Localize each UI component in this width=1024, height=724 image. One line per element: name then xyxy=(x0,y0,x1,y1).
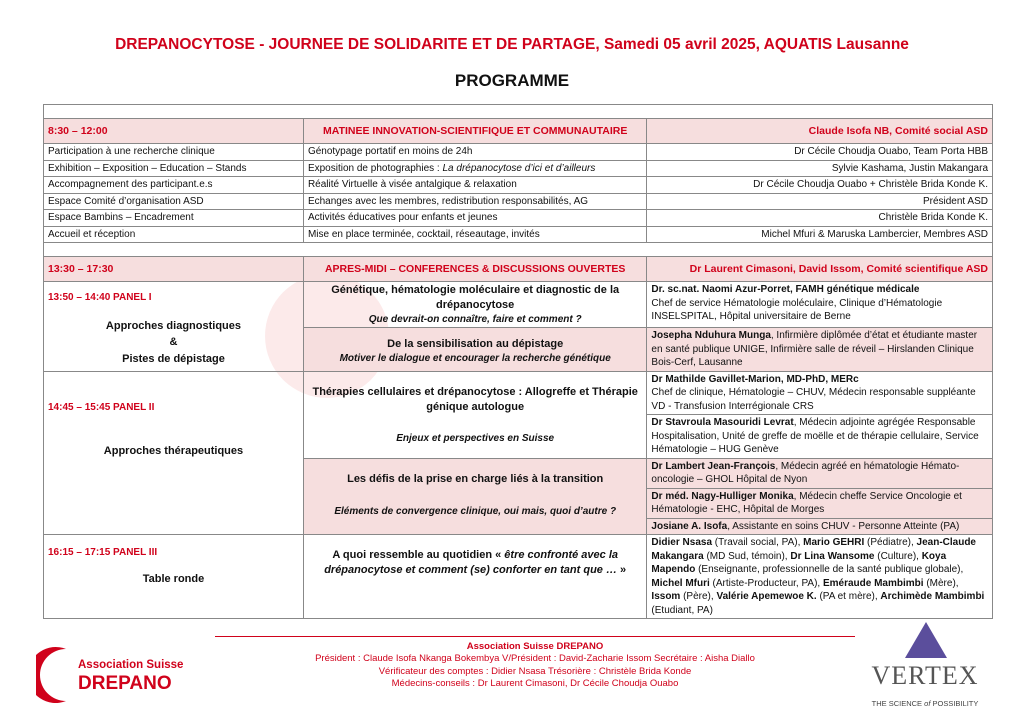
activity-cell: Exhibition – Exposition – Education – Stands xyxy=(44,160,304,177)
morning-row xyxy=(44,210,993,227)
programme-table xyxy=(43,104,993,619)
description-cell: Réalité Virtuelle à visée antalgique & relaxation xyxy=(303,177,646,194)
panel1-label: 13:50 – 14:40 PANEL I Approches diagnostiques & Pistes de dépistage xyxy=(44,282,304,372)
speaker-cell: Didier Nsasa (Travail social, PA), Mario GEHRI (Pédiatre), Jean-Claude Makangara (MD Sud, témoin), Dr Lina Wansome (Culture), Koya Mapendo (Enseignante, professionnelle de la santé publique globale), Michel Mfuri (Artiste-Producteur, PA), Eméraude Mambimbi (Mère), Issom (Père), Valérie Apemewoe K. (PA et mère), Archimède Mambimbi (Etudiant, PA) xyxy=(647,535,993,619)
morning-title: MATINEE INNOVATION-SCIENTIFIQUE ET COMMUNAUTAIRE xyxy=(303,119,646,144)
footer: Association Suisse DREPANO Président : Claude Isofa Nkanga Bokembya V/Président : David-Zacharie Issom Secrétaire : Aisha Diallo Vérificateur des comptes : Didier Nsasa Trésorière : Christèle Brida Konde Médecins-conseils : Dr Laurent Cimasoni, Dr Cécile Choudja Ouabo xyxy=(315,641,755,690)
svg-text:VERTEX: VERTEX xyxy=(871,661,979,690)
vertex-logo xyxy=(858,620,993,710)
panel3-label: 16:15 – 17:15 PANEL III Table ronde xyxy=(44,535,304,619)
morning-header xyxy=(44,119,993,144)
morning-time: 8:30 – 12:00 xyxy=(44,119,304,144)
afternoon-lead: Dr Laurent Cimasoni, David Issom, Comité scientifique ASD xyxy=(647,257,993,282)
activity-cell: Participation à une recherche clinique xyxy=(44,144,304,161)
svg-text:DREPANO: DREPANO xyxy=(78,673,172,694)
speaker-cell: Dr Lambert Jean-François, Médecin agréé en hématologie Hémato-oncologie – GHOL Hôpital de Nyon xyxy=(647,458,993,488)
description-cell: Exposition de photographies : La drépanocytose d’ici et d’ailleurs xyxy=(303,160,646,177)
responsible-cell: Dr Cécile Choudja Ouabo, Team Porta HBB xyxy=(647,144,993,161)
activity-cell: Accompagnement des participant.e.s xyxy=(44,177,304,194)
description-cell: Echanges avec les membres, redistribution responsabilités, AG xyxy=(303,193,646,210)
description-cell: Génotypage portatif en moins de 24h xyxy=(303,144,646,161)
responsible-cell: Michel Mfuri & Maruska Lambercier, Membres ASD xyxy=(647,226,993,243)
svg-text:Association Suisse: Association Suisse xyxy=(78,659,184,671)
panel2-label: 14:45 – 15:45 PANEL II Approches thérapeutiques xyxy=(44,371,304,535)
morning-row xyxy=(44,193,993,210)
talk-cell: A quoi ressemble au quotidien « être confronté avec la drépanocytose et comment (se) conforter en tant que … » xyxy=(303,535,646,619)
speaker-cell: Dr Mathilde Gavillet-Marion, MD-PhD, MERc Chef de clinique, Hématologie – CHUV, Médecin responsable suppléante VD - Transfusion Interrégionale CRS xyxy=(647,371,993,415)
morning-row xyxy=(44,226,993,243)
responsible-cell: Christèle Brida Konde K. xyxy=(647,210,993,227)
speaker-cell: Josiane A. Isofa, Assistante en soins CHUV - Personne Atteinte (PA) xyxy=(647,518,993,535)
activity-cell: Espace Comité d’organisation ASD xyxy=(44,193,304,210)
page-subtitle: PROGRAMME xyxy=(454,71,570,90)
talk-cell: Génétique, hématologie moléculaire et diagnostic de la drépanocytose Que devrait-on connaître, faire et comment ? xyxy=(303,282,646,328)
svg-text:THE SCIENCE of POSSIBILITY: THE SCIENCE of POSSIBILITY xyxy=(871,699,979,708)
responsible-cell: Président ASD xyxy=(647,193,993,210)
activity-cell: Espace Bambins – Encadrement xyxy=(44,210,304,227)
page-title: DREPANOCYTOSE - JOURNEE DE SOLIDARITE ET DE PARTAGE, Samedi 05 avril 2025, AQUATIS Lausanne xyxy=(115,36,909,53)
talk-cell: De la sensibilisation au dépistage Motiver le dialogue et encourager la recherche génétique xyxy=(303,328,646,372)
footer-divider xyxy=(215,636,855,637)
afternoon-title: APRES-MIDI – CONFERENCES & DISCUSSIONS OUVERTES xyxy=(303,257,646,282)
morning-row xyxy=(44,160,993,177)
afternoon-time: 13:30 – 17:30 xyxy=(44,257,304,282)
activity-cell: Accueil et réception xyxy=(44,226,304,243)
drepano-logo xyxy=(36,643,186,705)
speaker-cell: Dr méd. Nagy-Hulliger Monika, Médecin cheffe Service Oncologie et Hématologie - EHC, Hôpital de Morges xyxy=(647,488,993,518)
talk-cell: Thérapies cellulaires et drépanocytose : Allogreffe et Thérapie génique autologue Enjeux et perspectives en Suisse xyxy=(303,371,646,458)
speaker-cell: Josepha Nduhura Munga, Infirmière diplômée d’état et étudiante master en santé publique UNIGE, Infirmière salle de réveil – Hirslanden Clinique Bois-Cerf, Lausanne xyxy=(647,328,993,372)
speaker-cell: Dr Stavroula Masouridi Levrat, Médecin adjointe agrégée Responsable Hospitalisation, Unité de greffe de moëlle et de thérapie cellulaire, Service Hématologie – HUG Genève xyxy=(647,415,993,459)
afternoon-header xyxy=(44,257,993,282)
morning-lead: Claude Isofa NB, Comité social ASD xyxy=(647,119,993,144)
morning-row xyxy=(44,177,993,194)
responsible-cell: Dr Cécile Choudja Ouabo + Christèle Brida Konde K. xyxy=(647,177,993,194)
description-cell: Mise en place terminée, cocktail, réseautage, invités xyxy=(303,226,646,243)
morning-row xyxy=(44,144,993,161)
talk-cell: Les défis de la prise en charge liés à la transition Eléments de convergence clinique, oui mais, quoi d’autre ? xyxy=(303,458,646,535)
speaker-cell: Dr. sc.nat. Naomi Azur-Porret, FAMH génétique médicale Chef de service Hématologie moléculaire, Clinique d’Hématologie INSELSPITAL, Hôpital universitaire de Berne xyxy=(647,282,993,328)
responsible-cell: Sylvie Kashama, Justin Makangara xyxy=(647,160,993,177)
description-cell: Activités éducatives pour enfants et jeunes xyxy=(303,210,646,227)
